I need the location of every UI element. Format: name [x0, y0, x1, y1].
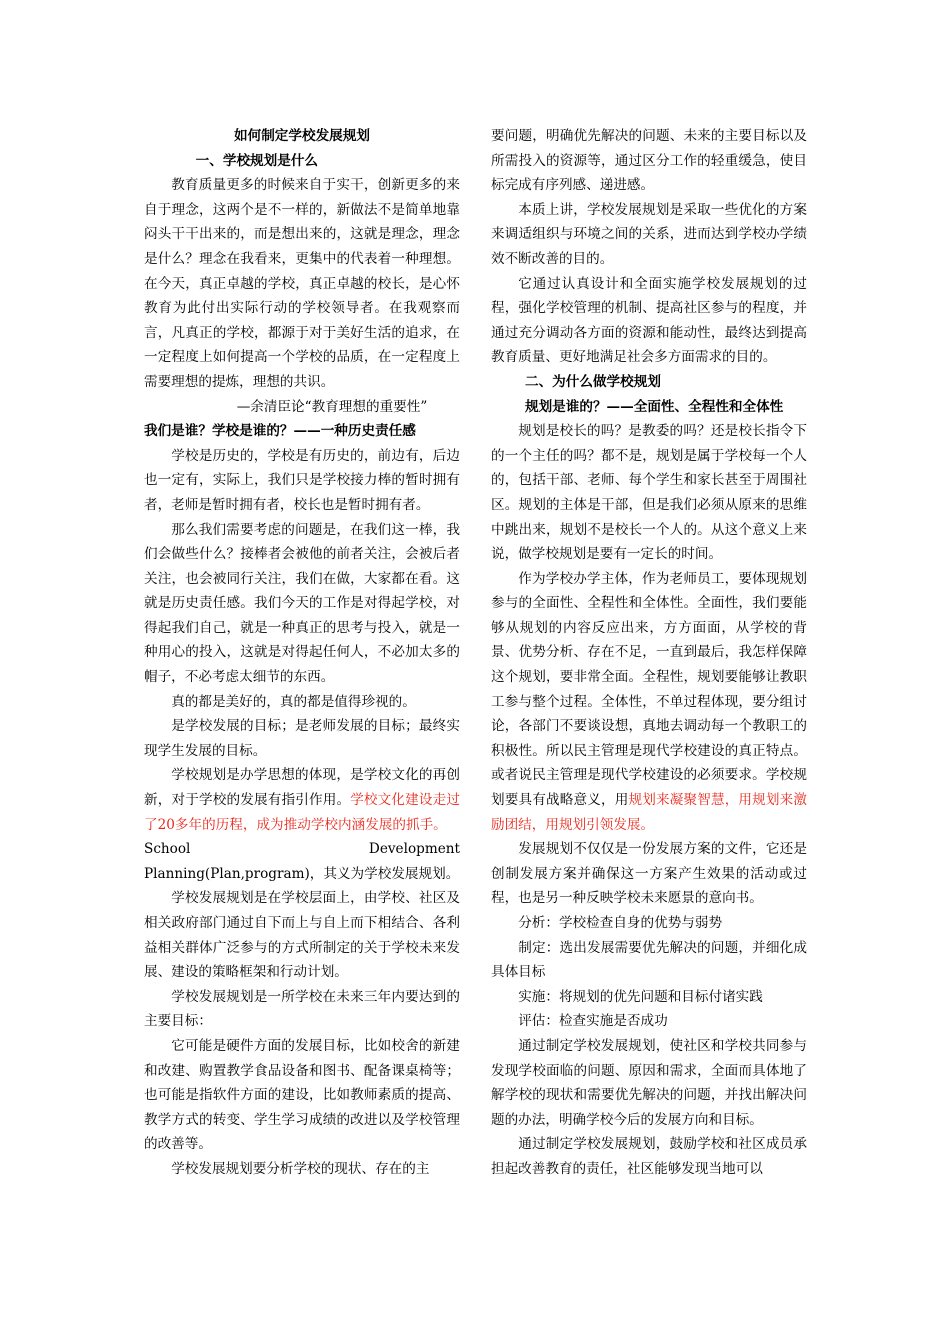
paragraph: 发展规划不仅仅是一份发展方案的文件，它还是创制发展方案并确保这一方案产生效果的活动或过程，也是另一种反映学校未来愿景的意向书。	[491, 841, 807, 907]
paragraph: 真的都是美好的，真的都是值得珍视的。	[171, 693, 416, 710]
paragraph: 学校是历史的，学校是有历史的，前边有，后边也一定有，实际上，我们只是学校接力棒的暂时拥有者，老师是暂时拥有者，校长也是暂时拥有者。	[144, 447, 460, 513]
quote-attribution: —余清臣论“教育理想的重要性”	[236, 398, 428, 415]
paragraph: 本质上讲，学校发展规划是采取一些优化的方案来调适组织与环境之间的关系，进而达到学校办学绩效不断改善的目的。	[491, 201, 807, 267]
paragraph: 学校发展规划要分析学校的现状、存在的主	[171, 1160, 430, 1177]
paragraph-mixed	[144, 763, 460, 837]
text-normal: 作为学校办学主体，作为老师员工，要体现规划参与的全面性、全程性和全体性。全面性，我们要能够从规划的内容反应出来，方方面面，从学校的背景、优势分析、存在不足，一直到最后，我怎样保障这个规划，要非常全面。全程性，规划要能够让教职工参与整个过程。全体性，不单过程体现，要分组讨论，各部门不要谈设想，真地去调动每一个教职工的积极性。所以民主管理是现代学校建设的真正特点。或者说民主管理是现代学校建设的必须要求。学校规划要具有战略意义，用	[491, 570, 807, 809]
paragraph: 它通过认真设计和全面实施学校发展规划的过程，强化学校管理的机制、提高社区参与的程度，并通过充分调动各方面的资源和能动性，最终达到提高教育质量、更好地满足社会多方面需求的目的。	[491, 275, 807, 366]
paragraph: 通过制定学校发展规划，鼓励学校和社区成员承担起改善教育的责任，社区能够发现当地可以	[491, 1136, 807, 1177]
right-column	[491, 124, 807, 1182]
paragraph: 评估：检查实施是否成功	[518, 1013, 668, 1030]
paragraph: 那么我们需要考虑的问题是，在我们这一棒，我们会做些什么？接棒者会被他的前者关注，会被后者关注，也会被同行关注，我们在做，大家都在看。这就是历史责任感。我们今天的工作是对得起学校，对得起我们自己，就是一种真正的思考与投入，就是一种用心的投入，这就是对得起任何人，不必加太多的帽子，不必考虑太细节的东西。	[144, 521, 460, 686]
paragraph: 是学校发展的目标；是老师发展的目标；最终实现学生发展的目标。	[144, 718, 460, 759]
paragraph: School Development Planning(Plan,program)，其义为学校发展规划。	[144, 841, 460, 882]
paragraph: 要问题，明确优先解决的问题、未来的主要目标以及所需投入的资源等，通过区分工作的轻重缓急，使目标完成有序列感、递进感。	[491, 128, 807, 194]
subheading-1: 我们是谁？学校是谁的？——一种历史责任感	[144, 423, 416, 440]
paragraph: 规划是校长的吗？是教委的吗？还是校长指令下的一个主任的吗？都不是，规划是属于学校每一个人的，包括干部、老师、每个学生和家长甚至于周围社区。规划的主体是干部，但是我们必须从原来的思维中跳出来，规划不是校长一个人的。从这个意义上来说，做学校规划是要有一定长的时间。	[491, 423, 807, 563]
paragraph: 通过制定学校发展规划，使社区和学校共同参与发现学校面临的问题、原因和需求，全面而具体地了解学校的现状和需要优先解决的问题，并找出解决问题的办法，明确学校今后的发展方向和目标。	[491, 1037, 807, 1128]
paragraph: 它可能是硬件方面的发展目标，比如校舍的新建和改建、购置教学食品设备和图书、配备课桌椅等；也可能是指软件方面的建设，比如教师素质的提高、教学方式的转变、学生学习成绩的改进以及学校管理的改善等。	[144, 1037, 460, 1153]
subheading-2: 规划是谁的？——全面性、全程性和全体性	[525, 398, 784, 415]
document-title: 如何制定学校发展规划	[234, 128, 370, 144]
section-heading-2: 二、为什么做学校规划	[525, 373, 661, 390]
paragraph: 教育质量更多的时候来自于实干，创新更多的来自于理念，这两个是不一样的，新做法不是简单地靠闷头干干出来的，而是想出来的，这就是理念，理念是什么？理念在我看来，更集中的代表着一种理想。在今天，真正卓越的学校，真正卓越的校长，是心怀教育为此付出实际行动的学校领导者。在我观察而言，凡真正的学校，都源于对于美好生活的追求，在一定程度上如何提高一个学校的品质，在一定程度上需要理想的提炼，理想的共识。	[144, 177, 460, 390]
text-normal: 学校规划是办学思想的体现，是学校文化的再创新，对于学校的发展有指引作用。	[144, 767, 460, 809]
paragraph: 学校发展规划是一所学校在未来三年内要达到的主要目标：	[144, 988, 460, 1030]
text-highlight-red: 规划来凝聚智慧，用规划来激励团结，用规划引领发展。	[491, 792, 808, 833]
section-heading-1: 一、学校规划是什么	[195, 152, 319, 169]
paragraph: 学校发展规划是在学校层面上，由学校、社区及相关政府部门通过自下而上与自上而下相结合、各利益相关群体广泛参与的方式所制定的关于学校未来发展、建设的策略框架和行动计划。	[144, 890, 460, 981]
paragraph: 分析：学校检查自身的优势与弱势	[518, 915, 723, 931]
paragraph: 制定：选出发展需要优先解决的问题，并细化成具体目标	[491, 939, 807, 981]
paragraph: 实施：将规划的优先问题和目标付诸实践	[518, 988, 763, 1005]
text-highlight-red: 学校文化建设走过了20多年的历程，成为推动学校内涵发展的抓手。	[144, 792, 461, 833]
paragraph-mixed	[491, 567, 807, 838]
left-column	[144, 124, 460, 1182]
